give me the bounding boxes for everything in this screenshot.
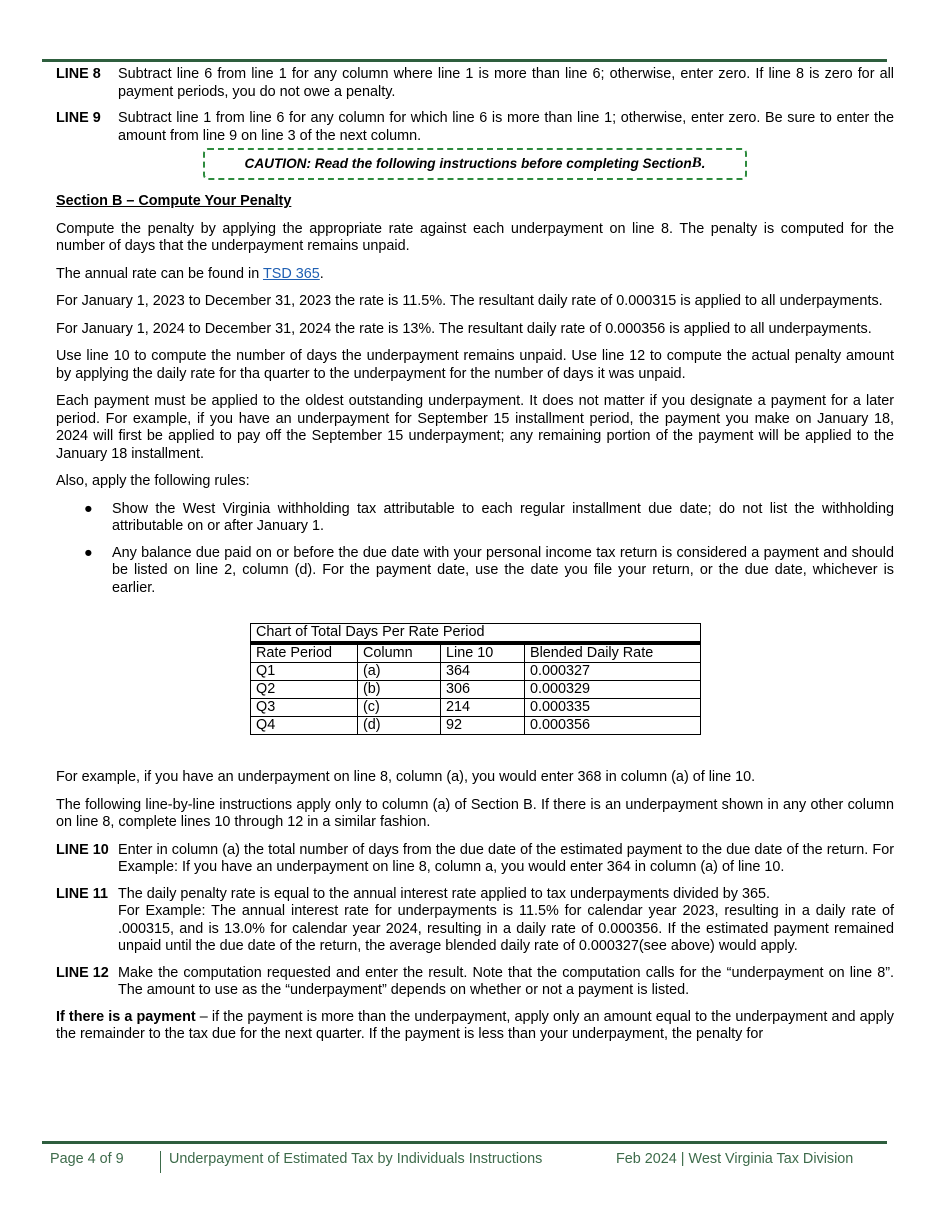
header-column: Column — [358, 643, 441, 663]
table-row — [251, 663, 701, 681]
rate-reference — [56, 266, 894, 284]
cell-column: (b) — [358, 681, 441, 699]
line-text: Make the computation requested and enter the result. Note that the computation calls for the “underpayment on line 8”. The amount to use as the “underpayment” depends on whether or not a payment is listed. — [118, 964, 894, 998]
section-b-heading: Section B – Compute Your Penalty — [56, 193, 292, 209]
footer-date-division: Feb 2024 | West Virginia Tax Division — [616, 1151, 854, 1167]
payment-paragraph — [56, 1009, 894, 1044]
footer-document-title: Underpayment of Estimated Tax by Individuals Instructions — [169, 1151, 543, 1167]
tsd-365-link[interactable]: TSD 365 — [262, 265, 320, 282]
cell-line-10: 364 — [441, 663, 525, 681]
cell-line-10: 214 — [441, 699, 525, 717]
rules-list — [56, 501, 894, 598]
rate-prefix: The annual rate can be found in — [56, 265, 263, 282]
list-item — [56, 545, 894, 598]
line-text-example: For Example: The annual interest rate for underpayments is 11.5% for calendar year 2023, resulting in a daily rate of .000315, and is 13.0% for calendar year 2024, resulting in a daily rate of 0.000356. If the estimated payment remained unpaid until the due date of the return, the average blended daily rate of 0.000327(see above) would apply. — [118, 903, 894, 954]
caution-section-letter: B — [691, 155, 702, 172]
page-footer — [0, 1151, 950, 1173]
list-item — [56, 501, 894, 536]
payment-text: – if the payment is more than the underpayment, apply only an amount equal to the underpayment and apply the remainder to the tax due for the next quarter. If the payment is less than your underpayment, the penalty for — [56, 1008, 894, 1042]
cell-line-10: 306 — [441, 681, 525, 699]
rules-intro: Also, apply the following rules: — [56, 473, 250, 489]
cell-daily-rate: 0.000356 — [525, 717, 701, 735]
caution-text: CAUTION: Read the following instructions before completing Section — [244, 156, 692, 172]
cell-rate-period: Q1 — [251, 663, 358, 681]
table-row — [251, 699, 701, 717]
header-rate-period: Rate Period — [251, 643, 358, 663]
line-by-line-paragraph: The following line-by-line instructions apply only to column (a) of Section B. If there is an underpayment shown in any other column on line 8, complete lines 10 through 12 in a similar fashion. — [56, 796, 894, 830]
cell-daily-rate: 0.000329 — [525, 681, 701, 699]
cell-column: (c) — [358, 699, 441, 717]
oldest-underpayment-paragraph: Each payment must be applied to the oldest outstanding underpayment. It does not matter if you designate a payment for a later period. For example, if you have an underpayment for September 15 installment period, the payment you make on January 18, 2024 will first be applied to pay off the September 15 underpayment; any remaining portion of the payment will be applied to the January 18 installment. — [56, 393, 894, 462]
example-paragraph: For example, if you have an underpayment on line 8, column (a), you would enter 368 in column (a) of line 10. — [56, 769, 756, 785]
line-10-instruction — [56, 842, 894, 877]
line-11-instruction — [56, 886, 894, 956]
line-10-usage-paragraph: Use line 10 to compute the number of days the underpayment remains unpaid. Use line 12 to compute the actual penalty amount by applying the daily rate for tha quarter to the underpayment for the number of days it was unpaid. — [56, 348, 894, 382]
line-label: LINE 10 — [56, 841, 109, 858]
bullet-icon: ● — [84, 500, 93, 517]
rate-suffix: . — [319, 265, 324, 282]
caution-box — [203, 148, 747, 180]
cell-daily-rate: 0.000327 — [525, 663, 701, 681]
caution-end: . — [701, 156, 706, 172]
line-label: LINE 9 — [56, 110, 101, 126]
rate-2024-paragraph: For January 1, 2024 to December 31, 2024 the rate is 13%. The resultant daily rate of 0.000356 is applied to all underpayments. — [56, 320, 872, 337]
line-text: Subtract line 1 from line 6 for any column for which line 6 is more than line 1; otherwise, enter zero. Be sure to enter the amount from line 9 on line 3 of the next column. — [118, 110, 894, 144]
cell-rate-period: Q4 — [251, 717, 358, 735]
cell-daily-rate: 0.000335 — [525, 699, 701, 717]
header-rule — [42, 59, 887, 62]
page-content — [56, 66, 894, 1054]
header-blended-daily-rate: Blended Daily Rate — [525, 643, 701, 663]
line-9-instruction — [56, 110, 894, 145]
line-label: LINE 11 — [56, 885, 108, 902]
line-text: Subtract line 6 from line 1 for any column where line 1 is more than line 6; otherwise, enter zero. If line 8 is zero for all payment periods, you do not owe a penalty. — [118, 66, 894, 100]
rate-2023-paragraph: For January 1, 2023 to December 31, 2023 the rate is 11.5%. The resultant daily rate of 0.000315 is applied to all underpayments. — [56, 293, 883, 309]
line-text-block — [118, 886, 894, 956]
table-row — [251, 717, 701, 735]
line-label: LINE 8 — [56, 66, 101, 82]
bullet-text: Any balance due paid on or before the due date with your personal income tax return is considered a payment and should be listed on line 2, column (d). For the payment date, use the date you file your return, or the due date, whichever is earlier. — [112, 544, 894, 596]
section-b-intro: Compute the penalty by applying the appropriate rate against each underpayment on line 8. The penalty is computed for the number of days that the underpayment remains unpaid. — [56, 220, 894, 254]
cell-column: (d) — [358, 717, 441, 735]
header-line-10: Line 10 — [441, 643, 525, 663]
line-label: LINE 12 — [56, 964, 109, 981]
total-days-table — [250, 623, 701, 735]
cell-rate-period: Q2 — [251, 681, 358, 699]
table-header-row — [251, 643, 701, 663]
bullet-icon: ● — [84, 544, 93, 561]
line-text: The daily penalty rate is equal to the annual interest rate applied to tax underpayments divided by 365. — [118, 885, 770, 902]
line-12-instruction — [56, 965, 894, 1000]
cell-rate-period: Q3 — [251, 699, 358, 717]
footer-rule — [42, 1141, 887, 1144]
line-text: Enter in column (a) the total number of days from the due date of the estimated payment to the due date of the return. For Example: If you have an underpayment on line 8, column a, you would enter 364 in column (a) of line 10. — [118, 841, 894, 875]
footer-page-number: Page 4 of 9 — [50, 1151, 124, 1167]
line-8-instruction — [56, 66, 894, 101]
table-caption: Chart of Total Days Per Rate Period — [251, 624, 701, 644]
table-caption-row — [251, 624, 701, 644]
table-row — [251, 681, 701, 699]
cell-line-10: 92 — [441, 717, 525, 735]
cell-column: (a) — [358, 663, 441, 681]
payment-lead: If there is a payment — [56, 1008, 196, 1025]
footer-separator — [160, 1151, 161, 1173]
bullet-text: Show the West Virginia withholding tax attributable to each regular installment due date; do not list the withholding attributable on or after January 1. — [112, 500, 894, 534]
